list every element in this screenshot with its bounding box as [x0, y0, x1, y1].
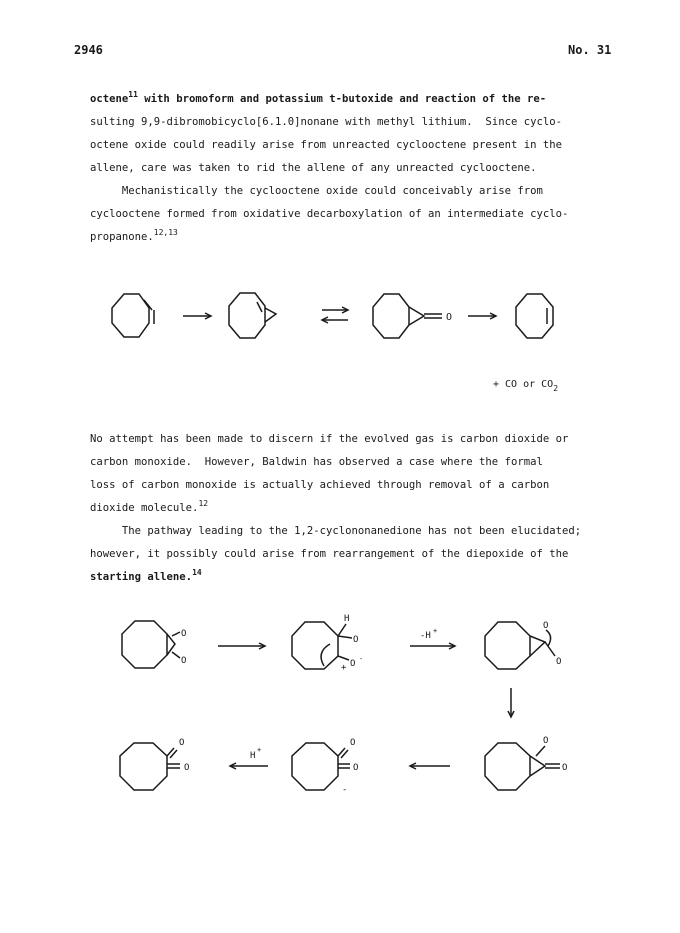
cyclopropanone-ring: [373, 294, 409, 338]
oxygen-label: O: [184, 763, 190, 773]
enolate-ring: [292, 743, 338, 790]
arrow-label: H: [250, 751, 256, 761]
oxygen-label: O: [353, 763, 359, 773]
reference-mark: 12,13: [153, 228, 178, 237]
cyclopropane: [409, 307, 424, 325]
issue-number: No. 31: [568, 43, 612, 57]
text-line: No attempt has been made to discern if the evolved gas is carbon dioxide or: [90, 433, 569, 445]
arrow-label: -H: [420, 631, 431, 641]
minus-charge: -: [359, 655, 364, 663]
epoxide-ring: [485, 622, 530, 669]
text-line: octene oxide could readily arise from unreacted cyclooctene present in the: [90, 139, 562, 151]
text-line: however, it possibly could arise from rearrangement of the diepoxide of the: [90, 548, 569, 560]
oxygen-label: O: [446, 312, 453, 323]
c-o-bond: [536, 746, 545, 756]
curved-arrow: [321, 644, 330, 666]
oxygen-label: O: [181, 656, 187, 666]
spiro-carbon: [167, 634, 175, 655]
oxygen-label: O: [181, 629, 187, 639]
reaction-scheme-1: [0, 280, 680, 400]
zwitterion-ring: [292, 622, 338, 669]
epoxide: [530, 636, 545, 656]
reference-mark: 14: [192, 568, 202, 577]
text-line: cyclooctene formed from oxidative decarboxylation of an intermediate cyclo-: [90, 208, 569, 220]
oxygen-label: O: [543, 736, 549, 746]
oxygen-label: O: [179, 738, 185, 748]
oxygen-label: O: [556, 657, 562, 667]
oxygen-label: O: [353, 635, 359, 645]
text-line: loss of carbon monoxide is actually achieved through removal of a carbon: [90, 479, 550, 491]
plus-charge: +: [257, 746, 262, 754]
epoxide: [265, 308, 276, 322]
oxygen-label: O: [562, 763, 568, 773]
cyclopropane: [530, 756, 545, 776]
text-line: starting allene.: [90, 571, 193, 583]
double-bond: [144, 300, 152, 310]
plus-charge: +: [341, 663, 347, 673]
c-o-bond: [338, 656, 349, 660]
reaction-scheme-2: [0, 600, 680, 820]
c-o-bond: [545, 642, 555, 656]
paragraph-3: [90, 428, 602, 589]
epoxide-bond: [172, 652, 180, 658]
minus-charge: -: [342, 785, 348, 795]
text-line: The pathway leading to the 1,2-cyclononanedione has not been elucidated;: [90, 525, 582, 537]
diepoxide-ring: [122, 621, 167, 668]
text-line: carbon monoxide. However, Baldwin has observed a case where the formal: [90, 456, 543, 468]
text-line: octene: [90, 93, 129, 105]
page-number: 2946: [74, 43, 103, 57]
double-bond: [257, 302, 262, 312]
epoxide-bond: [172, 632, 180, 636]
allene-oxide-ring: [229, 293, 265, 338]
oxygen-label: O: [543, 621, 549, 631]
text-line: with bromoform and potassium t-butoxide and reaction of the re-: [137, 93, 547, 105]
text-line: dioxide molecule.: [90, 502, 199, 514]
cyclononanedione-ring: [120, 743, 167, 790]
text-line: propanone.: [90, 231, 154, 243]
cyclopropanone-ring: [485, 743, 530, 790]
oxygen-label: O: [350, 738, 356, 748]
text-line: sulting 9,9-dibromobicyclo[6.1.0]nonane with methyl lithium. Since cyclo-: [90, 116, 562, 128]
c-h-bond: [338, 624, 346, 636]
text-line: allene, care was taken to rid the allene of any unreacted cyclooctene.: [90, 162, 537, 174]
c-o-bond: [338, 636, 352, 638]
oxygen-label: O: [350, 659, 356, 669]
plus-charge: +: [433, 627, 438, 635]
paragraph-1: [90, 88, 602, 249]
hydrogen-label: H: [344, 614, 350, 624]
reference-mark: 11: [128, 90, 138, 99]
text-line: Mechanistically the cyclooctene oxide could conceivably arise from: [90, 185, 543, 197]
byproduct-label: + CO or $CO_2$: [493, 379, 559, 393]
reference-mark: 12: [198, 499, 209, 508]
